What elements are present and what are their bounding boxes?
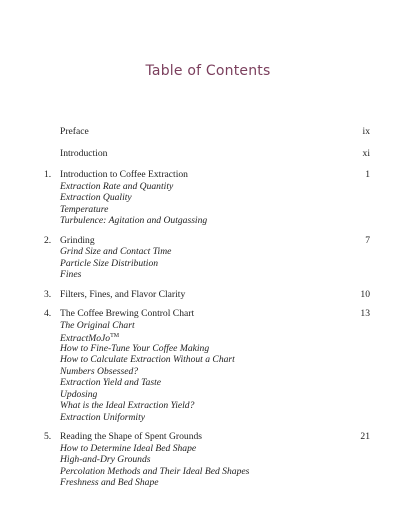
toc-subentry[interactable] (44, 331, 370, 343)
chapter-page: 1 (365, 169, 370, 180)
toc-subentry[interactable] (44, 181, 370, 193)
subentry-label: How to Fine-Tune Your Coffee Making (60, 342, 210, 354)
entry-label: Preface (60, 126, 89, 137)
chapter-title: Introduction to Coffee Extraction (60, 169, 188, 180)
subentry-label: Extraction Quality (60, 192, 132, 203)
table-of-contents (44, 126, 370, 489)
toc-subentry[interactable] (44, 192, 370, 204)
subentry-label: Turbulence: Agitation and Outgassing (60, 215, 208, 226)
subentry-text: ExtractMoJo (60, 333, 111, 344)
toc-subentry[interactable] (44, 366, 370, 378)
toc-subentry[interactable] (44, 412, 370, 424)
toc-entry-introduction[interactable] (44, 148, 370, 160)
toc-subentry[interactable] (44, 443, 370, 455)
toc-chapter-3[interactable] (44, 289, 370, 301)
toc-chapter-2[interactable] (44, 235, 370, 247)
subentry-label: High-and-Dry Grounds (60, 454, 151, 465)
subentry-label: Extraction Uniformity (60, 411, 145, 423)
subentry-label: Fines (60, 269, 82, 280)
toc-subentry[interactable] (44, 269, 370, 281)
subentry-label: What is the Ideal Extraction Yield? (60, 400, 195, 411)
subentry-label: Grind Size and Contact Time (60, 246, 172, 257)
subentry-label: How to Calculate Extraction Without a Chart (60, 354, 235, 365)
chapter-number: 2. (44, 234, 52, 246)
chapter-number: 1. (44, 169, 52, 180)
chapter-page: 13 (360, 308, 370, 319)
toc-entry-preface[interactable] (44, 126, 370, 138)
chapter-page: 7 (365, 234, 370, 246)
toc-subentry[interactable] (44, 400, 370, 412)
subentry-label: Temperature (60, 203, 109, 215)
chapter-title: The Coffee Brewing Control Chart (60, 308, 195, 319)
toc-subentry[interactable] (44, 377, 370, 389)
entry-page: ix (362, 126, 370, 137)
entry-page: xi (362, 147, 370, 159)
chapter-page: 21 (360, 431, 370, 442)
toc-subentry[interactable] (44, 246, 370, 258)
subentry-label: How to Determine Ideal Bed Shape (60, 442, 197, 454)
subentry-label: Extraction Rate and Quantity (60, 180, 174, 192)
subentry-label: Extraction Yield and Taste (60, 377, 162, 388)
toc-subentry[interactable] (44, 320, 370, 332)
toc-subentry[interactable] (44, 215, 370, 227)
subentry-label: Updosing (60, 388, 98, 400)
toc-subentry[interactable] (44, 389, 370, 401)
chapter-page: 10 (360, 288, 370, 300)
toc-subentry[interactable] (44, 466, 370, 478)
toc-chapter-4[interactable] (44, 308, 370, 320)
page-title: Table of Contents (145, 63, 271, 79)
chapter-title: Reading the Shape of Spent Grounds (60, 431, 203, 442)
subentry-label: Freshness and Bed Shape (60, 477, 159, 488)
chapter-title: Filters, Fines, and Flavor Clarity (60, 288, 186, 300)
chapter-title: Grinding (60, 234, 95, 246)
subentry-label: Numbers Obsessed? (60, 365, 139, 377)
chapter-number: 3. (44, 288, 52, 300)
chapter-number: 5. (44, 431, 52, 442)
entry-label: Introduction (60, 147, 108, 159)
subentry-label: Particle Size Distribution (60, 257, 159, 269)
toc-chapter-5[interactable] (44, 431, 370, 443)
toc-subentry[interactable] (44, 258, 370, 270)
toc-subentry[interactable] (44, 354, 370, 366)
subentry-label: Percolation Methods and Their Ideal Bed Shapes (60, 465, 250, 477)
toc-subentry[interactable] (44, 204, 370, 216)
trademark-mark: TM (110, 333, 120, 339)
toc-chapter-1[interactable] (44, 169, 370, 181)
toc-subentry[interactable] (44, 477, 370, 489)
subentry-label: The Original Chart (60, 319, 135, 331)
toc-subentry[interactable] (44, 454, 370, 466)
toc-subentry[interactable] (44, 343, 370, 355)
chapter-number: 4. (44, 308, 52, 319)
